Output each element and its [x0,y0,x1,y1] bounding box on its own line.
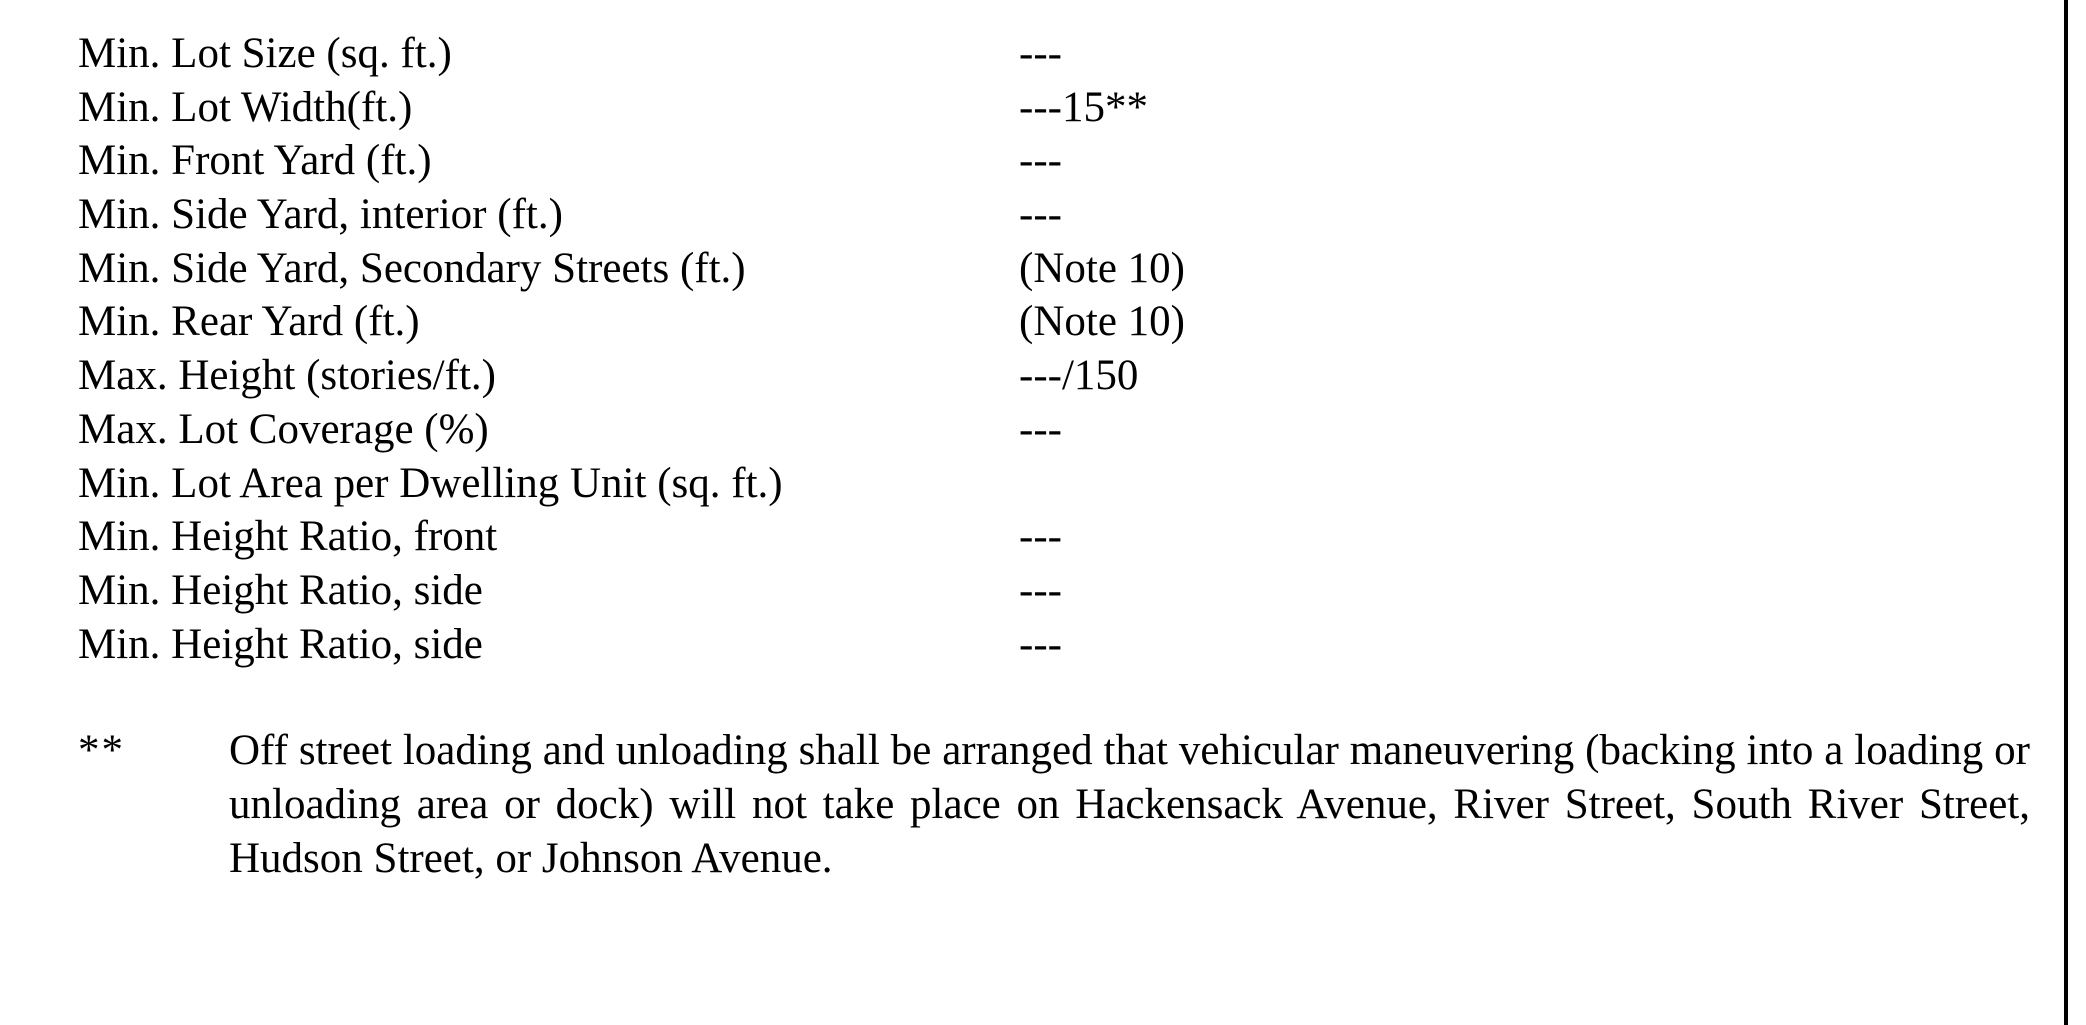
requirement-value: --- [1019,30,1062,77]
requirement-label: Max. Lot Coverage (%) [78,405,489,453]
requirement-label: Max. Height (stories/ft.) [78,352,496,400]
requirement-value: --- [1019,513,1062,561]
requirement-value: --- [1019,405,1062,453]
requirement-row [78,242,1478,296]
requirement-row [78,81,1478,135]
requirement-value: (Note 10) [1019,298,1185,346]
requirement-value: --- [1019,620,1062,668]
requirement-label: Min. Front Yard (ft.) [78,137,432,185]
requirement-row [78,295,1478,349]
requirement-label: Min. Lot Width(ft.) [78,83,413,131]
requirement-value: ---/150 [1019,352,1139,400]
requirement-value: --- [1019,191,1062,239]
requirement-row [78,457,1478,511]
requirement-row [78,510,1478,564]
requirement-row [78,134,1478,188]
requirement-row [78,349,1478,403]
requirement-label: Min. Side Yard, Secondary Streets (ft.) [78,244,746,292]
footnote-text: Off street loading and unloading shall be arranged that vehicular maneuvering (backing into a loading or unloading area or dock) will not take place on Hackensack Avenue, River Street, South River Street, Hudson Street, or Johnson Avenue. [229,727,2030,882]
requirement-label: Min. Height Ratio, side [78,566,483,614]
requirement-label: Min. Side Yard, interior (ft.) [78,191,563,239]
requirement-value: --- [1019,566,1062,614]
requirement-row [78,403,1478,457]
page-edge-rule [2064,0,2068,1025]
requirements-table [78,27,1478,671]
requirement-row [78,564,1478,618]
requirement-label: Min. Height Ratio, side [78,620,483,668]
requirement-row [78,27,1478,81]
requirement-value: ---15** [1019,83,1148,131]
requirement-value: (Note 10) [1019,244,1185,292]
requirement-label: Min. Height Ratio, front [78,513,498,561]
requirement-row [78,188,1478,242]
requirement-row [78,618,1478,672]
requirement-label: Min. Rear Yard (ft.) [78,298,420,346]
requirement-label: Min. Lot Size (sq. ft.) [78,30,452,77]
requirement-label: Min. Lot Area per Dwelling Unit (sq. ft.) [78,459,783,507]
requirement-value: --- [1019,137,1062,185]
footnote-marker: ** [78,727,125,774]
